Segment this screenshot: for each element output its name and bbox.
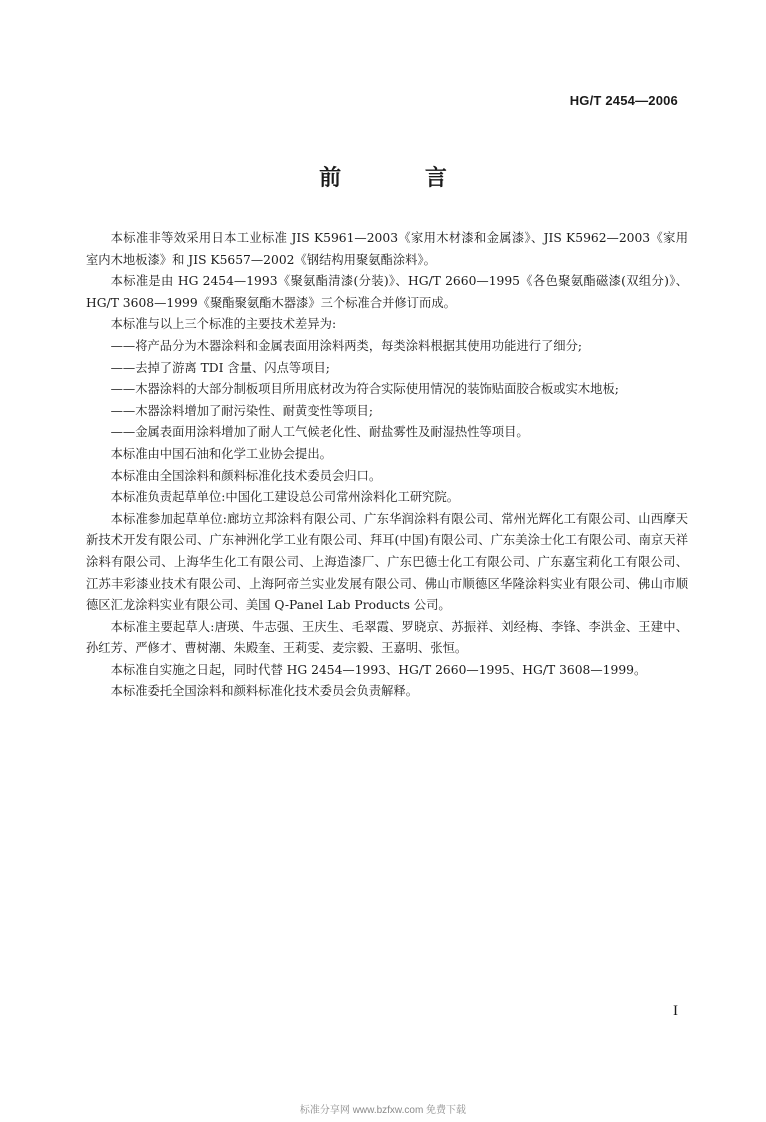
paragraph-responsible-drafter: 本标准负责起草单位:中国化工建设总公司常州涂料化工研究院。 [110, 490, 460, 505]
paragraph-proposer: 本标准由中国石油和化学工业协会提出。 [110, 446, 332, 461]
difference-item-2: ——去掉了游离 TDI 含量、闪点等项目; [110, 360, 330, 375]
difference-item-3: ——木器涂料的大部分制板项目所用底材改为符合实际使用情况的装饰贴面胶合板或实木地板; [110, 382, 619, 397]
difference-item-1: ——将产品分为木器涂料和金属表面用涂料两类，每类涂料根据其使用功能进行了细分; [110, 338, 583, 353]
paragraph-participating-drafters: 本标准参加起草单位:廊坊立邦涂料有限公司、广东华润涂料有限公司、常州光辉化工有限公司、山西摩天新技术开发有限公司、广东神洲化学工业有限公司、拜耳(中国)有限公司、广东美涂士化工有限公司、南京天祥涂料有限公司、上海华生化工有限公司、上海造漆厂、广东巴德士化工有限公司、广东嘉宝莉化工有限公司、江苏丰彩漆业技术有限公司、上海阿帝兰实业发展有限公司、佛山市顺德区华隆涂料实业有限公司、佛山市顺德区汇龙涂料实业有限公司、美国 Q-Panel Lab Products 公司。 [86, 511, 688, 613]
paragraph-interpretation: 本标准委托全国涂料和颜料标准化技术委员会负责解释。 [110, 684, 419, 699]
difference-item-4: ——木器涂料增加了耐污染性、耐黄变性等项目; [110, 403, 373, 418]
paragraph-adoption: 本标准非等效采用日本工业标准 JIS K5961—2003《家用木材漆和金属漆》、JIS K5962—2003《家用室内木地板漆》和 JIS K5657—2002《钢结构用聚氨酯涂料》。 [86, 231, 688, 267]
paragraph-main-drafters: 本标准主要起草人:唐瑛、牛志强、王庆生、毛翠霞、罗晓京、苏振祥、刘经梅、李锋、李洪金、王建中、孙红芳、严修才、曹树潮、朱殿奎、王莉雯、麦宗毅、王嘉明、张恒。 [86, 619, 688, 656]
page-title: 前 言 [319, 165, 485, 191]
watermark: 标准分享网 www.bzfxw.com 免费下载 [299, 1105, 467, 1116]
standard-number: HG/T 2454—2006 [569, 93, 678, 108]
paragraph-merge: 本标准是由 HG 2454—1993《聚氨酯清漆(分装)》、HG/T 2660—1995《各色聚氨酯磁漆(双组分)》、HG/T 3608—1999《聚酯聚氨酯木器漆》三个标准合并修订而成。 [86, 274, 688, 310]
paragraph-replacement: 本标准自实施之日起，同时代替 HG 2454—1993、HG/T 2660—1995、HG/T 3608—1999。 [110, 662, 647, 677]
page-number: I [673, 1003, 678, 1019]
paragraph-centralized: 本标准由全国涂料和颜料标准化技术委员会归口。 [110, 468, 382, 483]
difference-item-5: ——金属表面用涂料增加了耐人工气候老化性、耐盐雾性及耐湿热性等项目。 [110, 425, 529, 440]
paragraph-differences-intro: 本标准与以上三个标准的主要技术差异为: [110, 317, 337, 332]
foreword-body [86, 228, 688, 703]
